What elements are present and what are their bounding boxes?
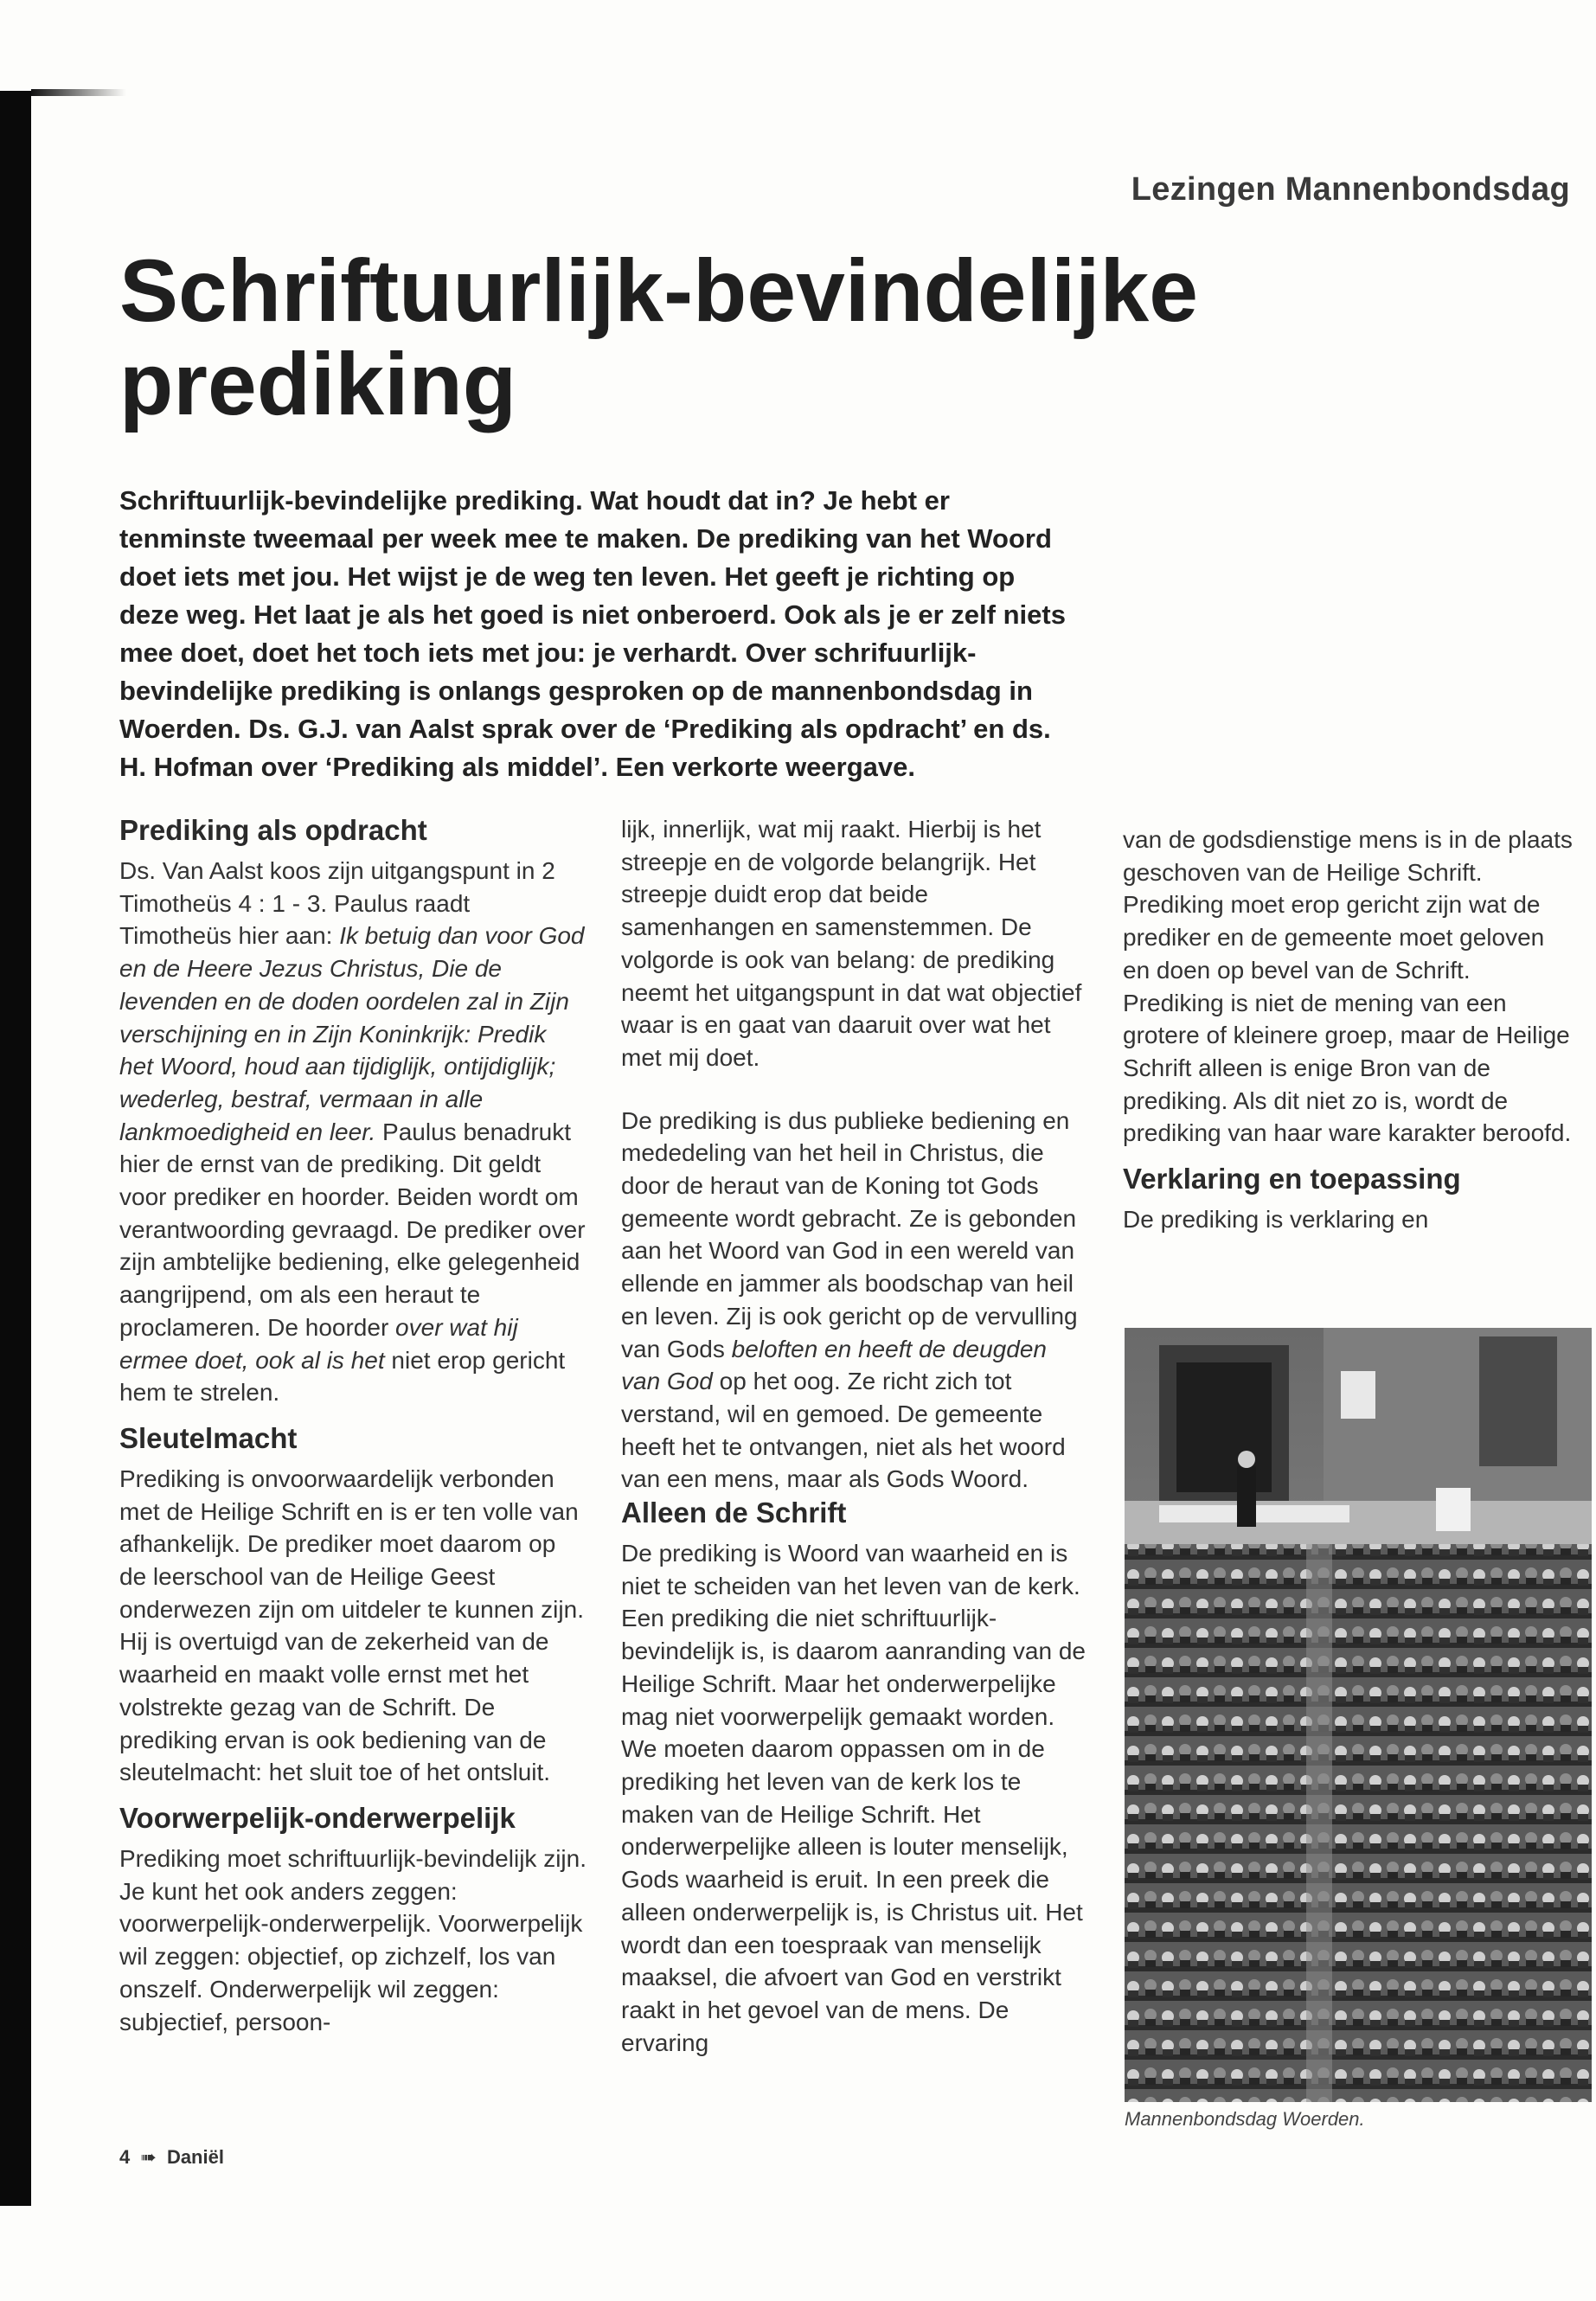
- photo-caption: Mannenbondsdag Woerden.: [1125, 2108, 1365, 2130]
- paragraph-alleen-col2: De prediking is Woord van waarheid en is niet te scheiden van het leven van de kerk. Een prediking die niet schriftuurlijk-bevindelijk is, is daarom aanranding van de Heilige Schrift. Maar het onderwerpelijke mag niet voorwerpelijk gemaakt worden. We moeten daarom oppassen om in de prediking het leven van de kerk los te maken van de Heilige Schrift. Het onderwerpelijke alleen is louter menselijk, Gods waarheid is eruit. In een preek die alleen onderwerpelijk is, is Christus uit. Het wordt dan een toespraak van menselijk maaksel, die afvoert van God en verstrikt raakt in het gevoel van de mens. De ervaring: [621, 1540, 1086, 2056]
- quote-timotheus: Ik betuig dan voor God en de Heere Jezus Christus, Die de levenden en de doden oordelen zal in Zijn verschijning en in Zijn Koninkrijk: Predik het Woord, houd aan tijdiglijk, ontijdiglijk; wederleg, bestraf, vermaan in alle lankmoedigheid en leer.: [119, 922, 585, 1145]
- text-opdracht-a: Ds. Van Aalst koos zijn uitgangspunt in 2 Timotheüs 4 : 1 - 3. Paulus raadt Timotheüs hier aan:: [119, 857, 555, 950]
- text-opdracht-d: niet erop gericht hem te strelen.: [119, 1346, 566, 1407]
- column-2: [621, 813, 1088, 2059]
- heading-verklaring-en-toepassing: Verklaring en toepassing: [1123, 1163, 1461, 1195]
- heading-alleen-de-schrift: Alleen de Schrift: [621, 1497, 847, 1529]
- arrow-icon: ➠: [140, 2146, 157, 2168]
- text-bediening-a: De prediking is dus publieke bediening en mededeling van het heil in Christus, die door de heraut van de Koning tot Gods gemeente wordt gebracht. Ze is gebonden aan het Woord van God in een wereld van ellende en jammer als boodschap van heil en leven. Zij is ook gericht op de vervulling van Gods: [621, 1106, 1078, 1362]
- paragraph-publieke-bediening: [621, 1105, 1088, 1496]
- series-label: Lezingen Mannenbondsdag: [1131, 171, 1570, 208]
- church-photo-illustration: [1125, 1328, 1592, 2102]
- heading-prediking-als-opdracht: Prediking als opdracht: [119, 814, 427, 846]
- page-number: 4: [119, 2146, 131, 2168]
- intro-paragraph: Schriftuurlijk-bevindelijke prediking. Wat houdt dat in? Je hebt er tenminste tweemaal per week mee te maken. De prediking van het Woord doet iets met jou. Het wijst je de weg ten leven. Het geeft je richting op deze weg. Het laat je als het goed is niet onberoerd. Ook als je er zelf niets mee doet, doet het toch iets met jou: je verhardt. Over schrifuurlijk-bevindelijke prediking is onlangs gesproken op de mannenbondsdag in Woerden. Ds. G.J. van Aalst sprak over de ‘Prediking als opdracht’ en ds. H. Hofman over ‘Prediking als middel’. Een verkorte weergave.: [119, 485, 1066, 782]
- column-1: [119, 813, 586, 2038]
- paragraph-sleutelmacht: Prediking is onvoorwaardelijk verbonden met de Heilige Schrift en is er ten volle van afhankelijk. De prediker moet daarom op de leerschool van de Heilige Geest onderwezen zijn om uitdeler te kunnen zijn. Hij is overtuigd van de zekerheid van de waarheid en maakt volle ernst met het volstrekte gezag van de Schrift. De prediking ervan is ook bediening van de sleutelmacht: het sluit toe of het ontsluit.: [119, 1465, 584, 1786]
- text-opdracht-c: over wat hij ermee doet, ook al is het: [119, 1313, 518, 1374]
- magazine-name: Daniël: [166, 2146, 224, 2168]
- scan-edge-top: [31, 89, 126, 96]
- title-line-1: Schriftuurlijk-bevindelijke: [119, 241, 1198, 340]
- paragraph-alleen-col3: van de godsdienstige mens is in de plaats geschoven van de Heilige Schrift. Prediking moet erop gericht zijn wat de prediker en de gemeente moet geloven en doen op bevel van de Schrift. Prediking is niet de mening van een grotere of kleinere groep, maar de Heilige Schrift alleen is enige Bron van de prediking. Als dit niet zo is, wordt de prediking van haar ware karakter beroofd.: [1123, 826, 1573, 1147]
- text-bediening-quote: beloften en heeft de deugden van God: [621, 1335, 1047, 1395]
- heading-voorwerpelijk-onderwerpelijk: Voorwerpelijk-onderwerpelijk: [119, 1801, 516, 1834]
- text-opdracht-b: Paulus benadrukt hier de ernst van de prediking. Dit geldt voor prediker en hoorder. Beiden wordt om verantwoording gevraagd. De prediker over zijn ambtelijke bediening, elke gelegenheid aangrijpend, om als een heraut te proclameren. De hoorder: [119, 1118, 586, 1341]
- heading-sleutelmacht: Sleutelmacht: [119, 1421, 298, 1454]
- column-3: [1123, 824, 1573, 1236]
- title-line-2: prediking: [119, 335, 517, 433]
- scan-edge: [0, 91, 31, 2206]
- paragraph-voorwerpelijk-col1: Prediking moet schriftuurlijk-bevindelijk zijn. Je kunt het ook anders zeggen: voorwerpelijk-onderwerpelijk. Voorwerpelijk wil zeggen: objectief, op zichzelf, los van onszelf. Onderwerpelijk wil zeggen: subjectief, persoon-: [119, 1844, 586, 2035]
- text-bediening-b: op het oog. Ze richt zich tot verstand, wil en gemoed. De gemeente heeft het te ontvangen, niet als het woord van een mens, maar als Gods Woord.: [621, 1368, 1066, 1493]
- page-title: [119, 241, 1417, 433]
- paragraph-voorwerpelijk-col2: lijk, innerlijk, wat mij raakt. Hierbij is het streepje en de volgorde belangrijk. Het streepje duidt erop dat beide samenhangen en samenstemmen. De volgorde is ook van belang: de prediking neemt het uitgangspunt in dat wat objectief waar is en gaat van daaruit over wat het met mij doet.: [621, 816, 1082, 1071]
- paragraph-opdracht: [119, 855, 586, 1409]
- page-footer: [119, 2146, 224, 2169]
- church-photo: [1125, 1328, 1592, 2102]
- paragraph-verklaring: De prediking is verklaring en: [1123, 1206, 1429, 1234]
